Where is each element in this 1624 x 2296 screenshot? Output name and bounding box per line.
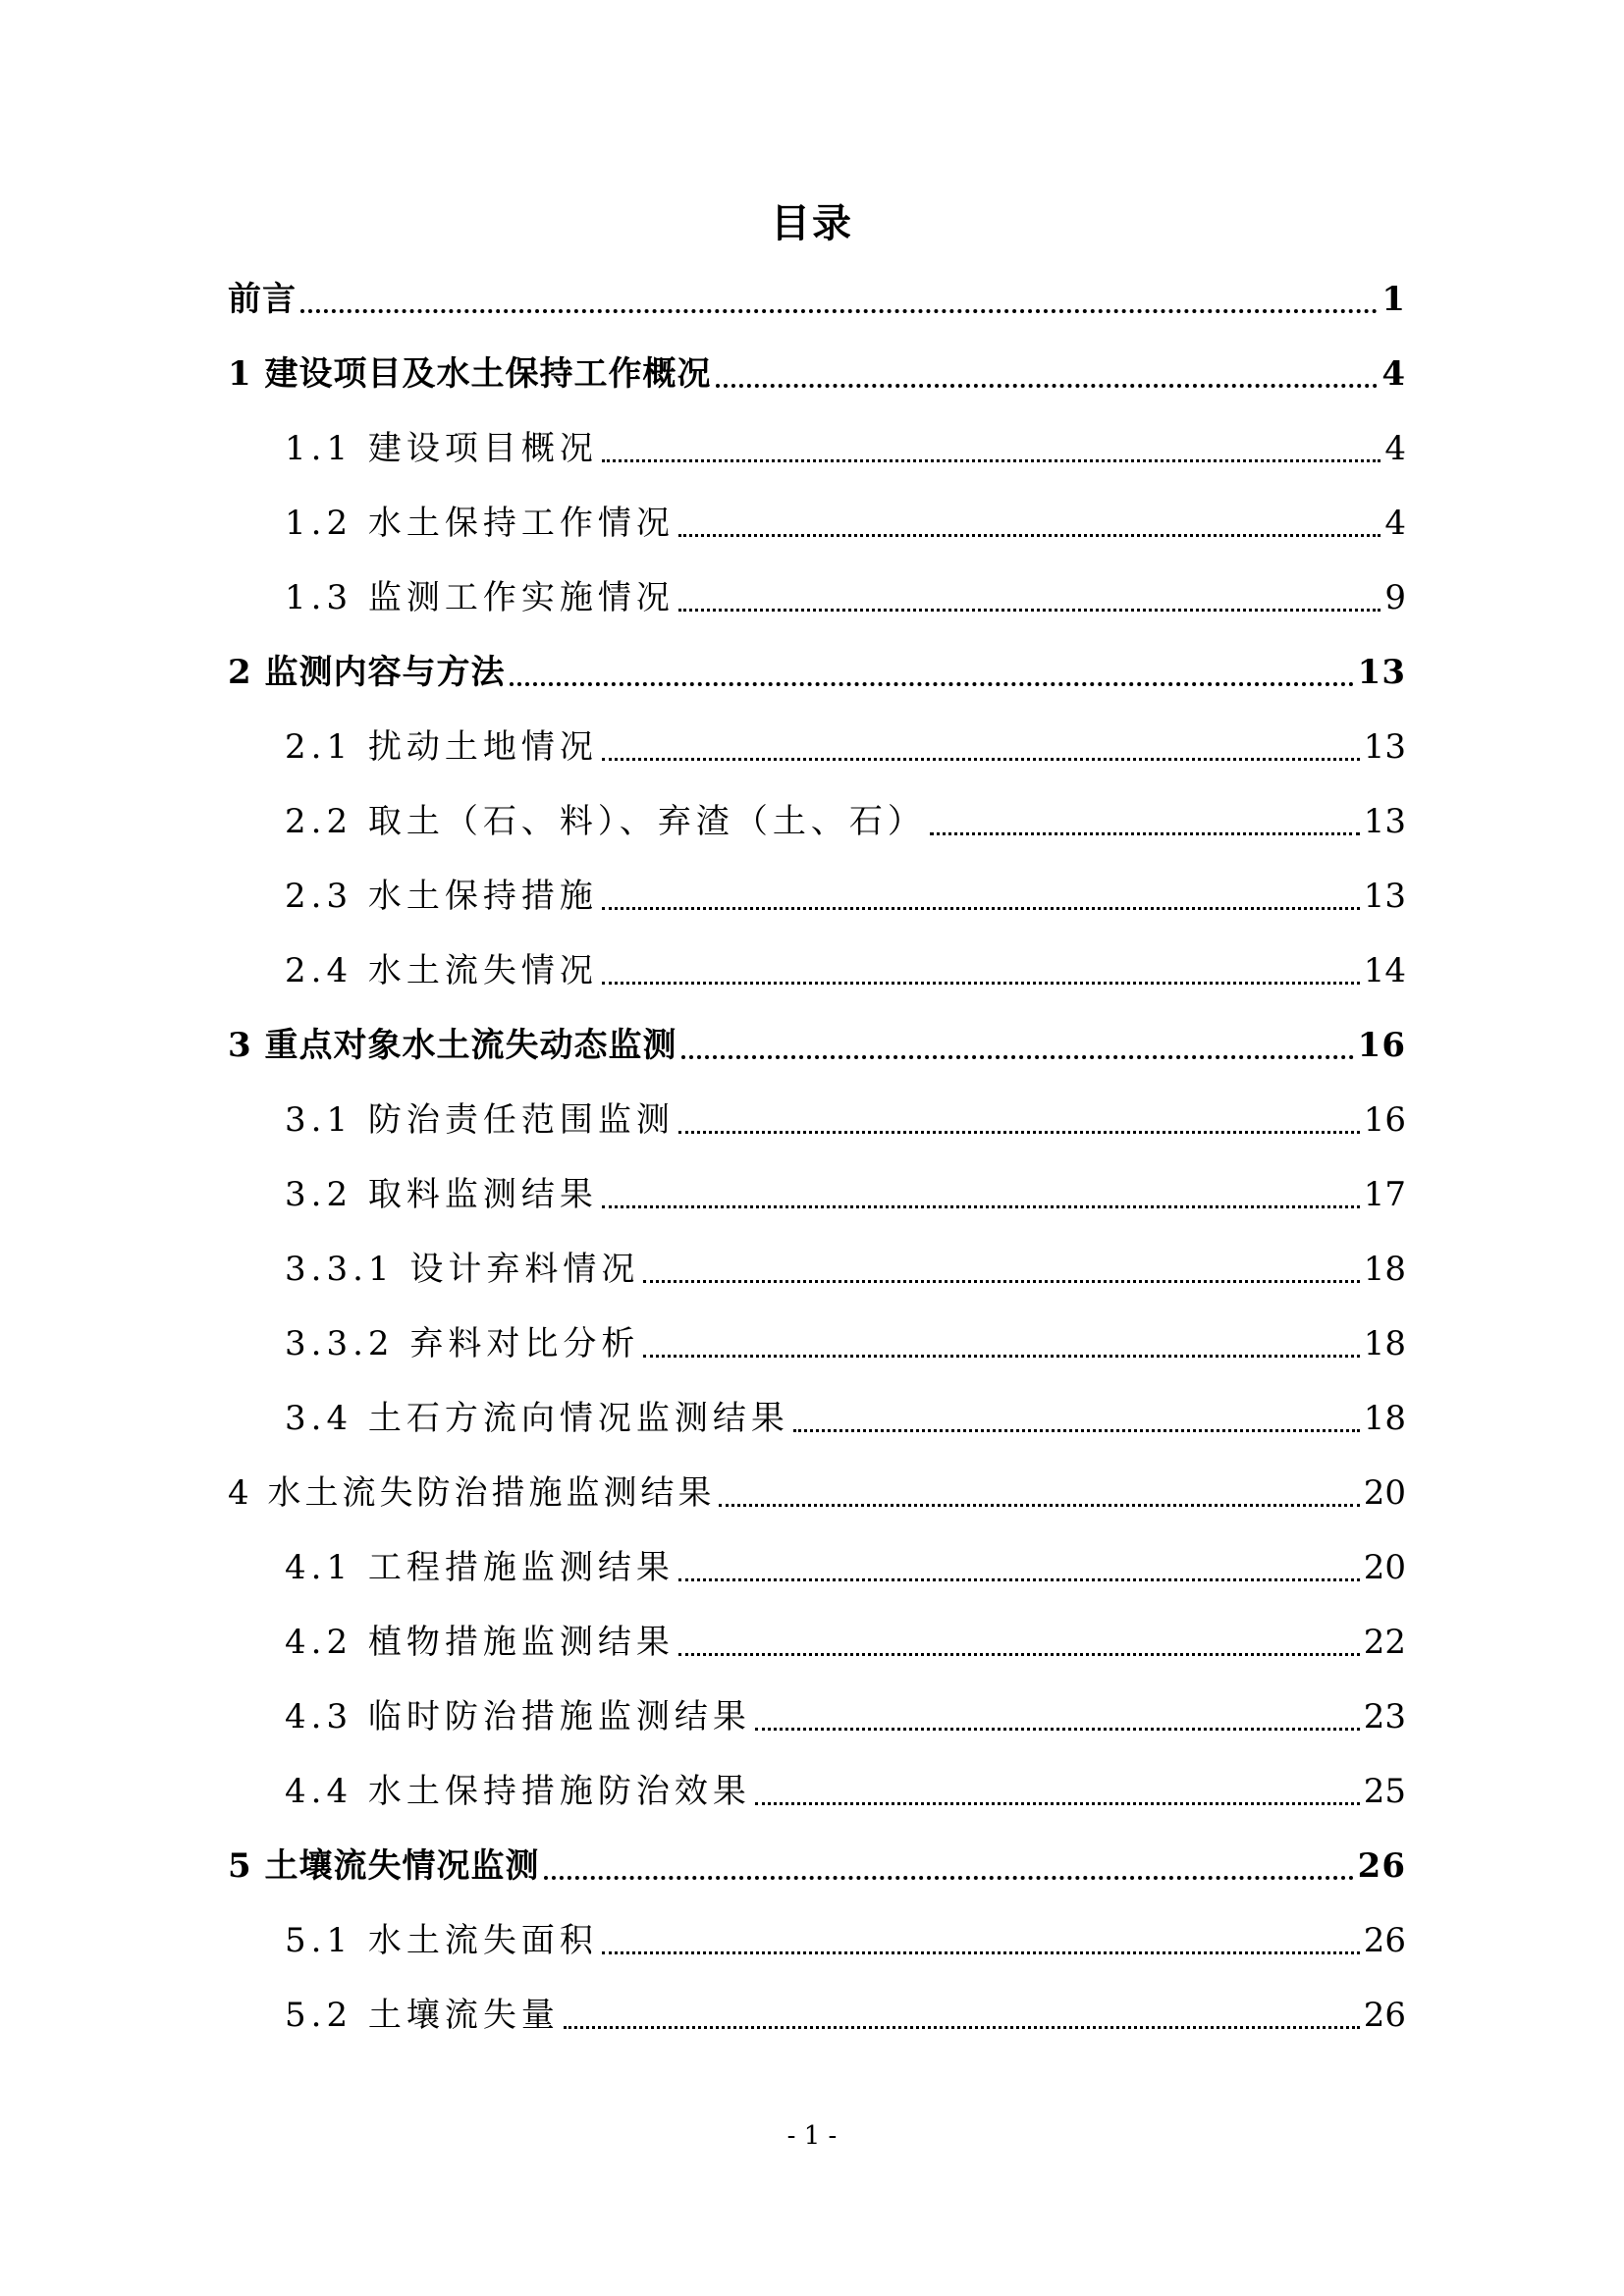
toc-entry[interactable] — [0, 1095, 1624, 1145]
toc-entry[interactable] — [0, 1991, 1624, 2040]
toc-entry-page-number: 25 — [1363, 1772, 1406, 1811]
toc-entry[interactable] — [0, 1692, 1624, 1741]
toc-entry-label: 5 土壤流失情况监测 — [228, 1846, 540, 1886]
toc-entry-page-number: 16 — [1357, 1026, 1406, 1065]
toc-dot-leader — [544, 1876, 1354, 1880]
toc-entry-label: 1.1 建设项目概况 — [285, 429, 598, 468]
toc-entry-label: 1 建设项目及水土保持工作概况 — [228, 354, 712, 394]
toc-entry-label: 3.1 防治责任范围监测 — [285, 1100, 675, 1140]
toc-entry-label: 2.1 扰动土地情况 — [285, 727, 598, 767]
toc-entry-label: 4.3 临时防治措施监测结果 — [285, 1697, 751, 1736]
toc-entry[interactable] — [0, 722, 1624, 772]
toc-entry-label: 4.1 工程措施监测结果 — [285, 1548, 675, 1587]
toc-dot-leader — [755, 1802, 1360, 1805]
toc-entry-label: 2.2 取土（石、料）、弃渣（土、石） — [285, 802, 926, 841]
toc-entry-page-number: 4 — [1384, 504, 1406, 543]
toc-dot-leader — [602, 982, 1360, 985]
toc-entry-page-number: 16 — [1363, 1100, 1406, 1140]
toc-entry-page-number: 18 — [1363, 1324, 1406, 1363]
toc-entry[interactable] — [0, 1916, 1624, 1965]
toc-entry-label: 2 监测内容与方法 — [228, 653, 506, 692]
toc-dot-leader — [793, 1429, 1360, 1432]
toc-entry-label: 3.3.2 弃料对比分析 — [285, 1324, 640, 1363]
toc-entry[interactable] — [0, 1021, 1624, 1070]
toc-entry-label: 3.4 土石方流向情况监测结果 — [285, 1399, 789, 1438]
toc-entry-page-number: 18 — [1363, 1250, 1406, 1289]
toc-entry[interactable] — [0, 1394, 1624, 1443]
toc-entry-page-number: 20 — [1363, 1548, 1406, 1587]
toc-entry[interactable] — [0, 275, 1624, 324]
toc-entry-page-number: 26 — [1363, 1996, 1406, 2035]
toc-entry-page-number: 26 — [1357, 1846, 1406, 1886]
toc-dot-leader — [602, 1951, 1360, 1954]
toc-entry-label: 5.1 水土流失面积 — [285, 1921, 598, 1960]
toc-entry-label: 2.3 水土保持措施 — [285, 877, 598, 916]
toc-entry-page-number: 18 — [1363, 1399, 1406, 1438]
toc-dot-leader — [602, 459, 1380, 462]
toc-dot-leader — [643, 1355, 1359, 1358]
toc-dot-leader — [719, 1504, 1359, 1507]
toc-dot-leader — [564, 2026, 1360, 2029]
toc-entry[interactable] — [0, 1170, 1624, 1219]
toc-dot-leader — [602, 907, 1360, 910]
toc-entry-page-number: 13 — [1363, 802, 1406, 841]
toc-entry[interactable] — [0, 573, 1624, 622]
toc-entry-page-number: 13 — [1357, 653, 1406, 692]
toc-dot-leader — [716, 384, 1379, 388]
toc-entry[interactable] — [0, 1767, 1624, 1816]
toc-entry-label: 4.4 水土保持措施防治效果 — [285, 1772, 751, 1811]
toc-entry-label: 3.3.1 设计弃料情况 — [285, 1250, 640, 1289]
toc-dot-leader — [681, 1055, 1354, 1059]
toc-dot-leader — [678, 534, 1380, 537]
toc-entry-page-number: 13 — [1363, 877, 1406, 916]
toc-entry[interactable] — [0, 499, 1624, 548]
toc-entry-label: 4 水土流失防治措施监测结果 — [228, 1473, 716, 1513]
toc-entry[interactable] — [0, 648, 1624, 697]
toc-dot-leader — [300, 309, 1378, 313]
toc-dot-leader — [755, 1728, 1360, 1731]
toc-dot-leader — [602, 758, 1360, 761]
toc-entry-page-number: 1 — [1381, 280, 1406, 319]
toc-dot-leader — [602, 1205, 1360, 1208]
toc-entry-label: 5.2 土壤流失量 — [285, 1996, 560, 2035]
toc-entry-label: 4.2 植物措施监测结果 — [285, 1623, 675, 1662]
toc-entry[interactable] — [0, 1842, 1624, 1891]
toc-entry[interactable] — [0, 1468, 1624, 1518]
toc-entry-page-number: 17 — [1363, 1175, 1406, 1214]
toc-entry[interactable] — [0, 797, 1624, 846]
toc-entry-label: 3 重点对象水土流失动态监测 — [228, 1026, 677, 1065]
toc-entry-page-number: 13 — [1363, 727, 1406, 767]
toc-entry-label: 2.4 水土流失情况 — [285, 951, 598, 990]
toc-dot-leader — [678, 609, 1380, 612]
toc-entry-page-number: 14 — [1363, 951, 1406, 990]
toc-entry-label: 3.2 取料监测结果 — [285, 1175, 598, 1214]
toc-entry-page-number: 23 — [1363, 1697, 1406, 1736]
toc-dot-leader — [930, 832, 1360, 835]
toc-entry[interactable] — [0, 349, 1624, 399]
toc-entry-label: 1.3 监测工作实施情况 — [285, 578, 675, 617]
toc-entry[interactable] — [0, 1543, 1624, 1592]
toc-dot-leader — [678, 1653, 1360, 1656]
toc-entry-page-number: 4 — [1381, 354, 1406, 394]
toc-entry-label: 前言 — [228, 280, 297, 319]
page-number-footer: - 1 - — [786, 2121, 838, 2151]
toc-dot-leader — [678, 1578, 1360, 1581]
toc-entry[interactable] — [0, 1618, 1624, 1667]
toc-entry[interactable] — [0, 1245, 1624, 1294]
toc-dot-leader — [510, 682, 1354, 686]
toc-entry-label: 1.2 水土保持工作情况 — [285, 504, 675, 543]
toc-entry-page-number: 22 — [1363, 1623, 1406, 1662]
toc-entry[interactable] — [0, 424, 1624, 473]
toc-entry-page-number: 26 — [1363, 1921, 1406, 1960]
toc-entry-page-number: 20 — [1363, 1473, 1406, 1513]
toc-dot-leader — [643, 1280, 1359, 1283]
page-title: 目录 — [771, 200, 853, 246]
toc-entry[interactable] — [0, 1319, 1624, 1368]
toc-entry[interactable] — [0, 872, 1624, 921]
toc-entry-page-number: 4 — [1384, 429, 1406, 468]
toc-dot-leader — [678, 1131, 1360, 1134]
toc-entry[interactable] — [0, 946, 1624, 995]
toc-entry-page-number: 9 — [1384, 578, 1406, 617]
